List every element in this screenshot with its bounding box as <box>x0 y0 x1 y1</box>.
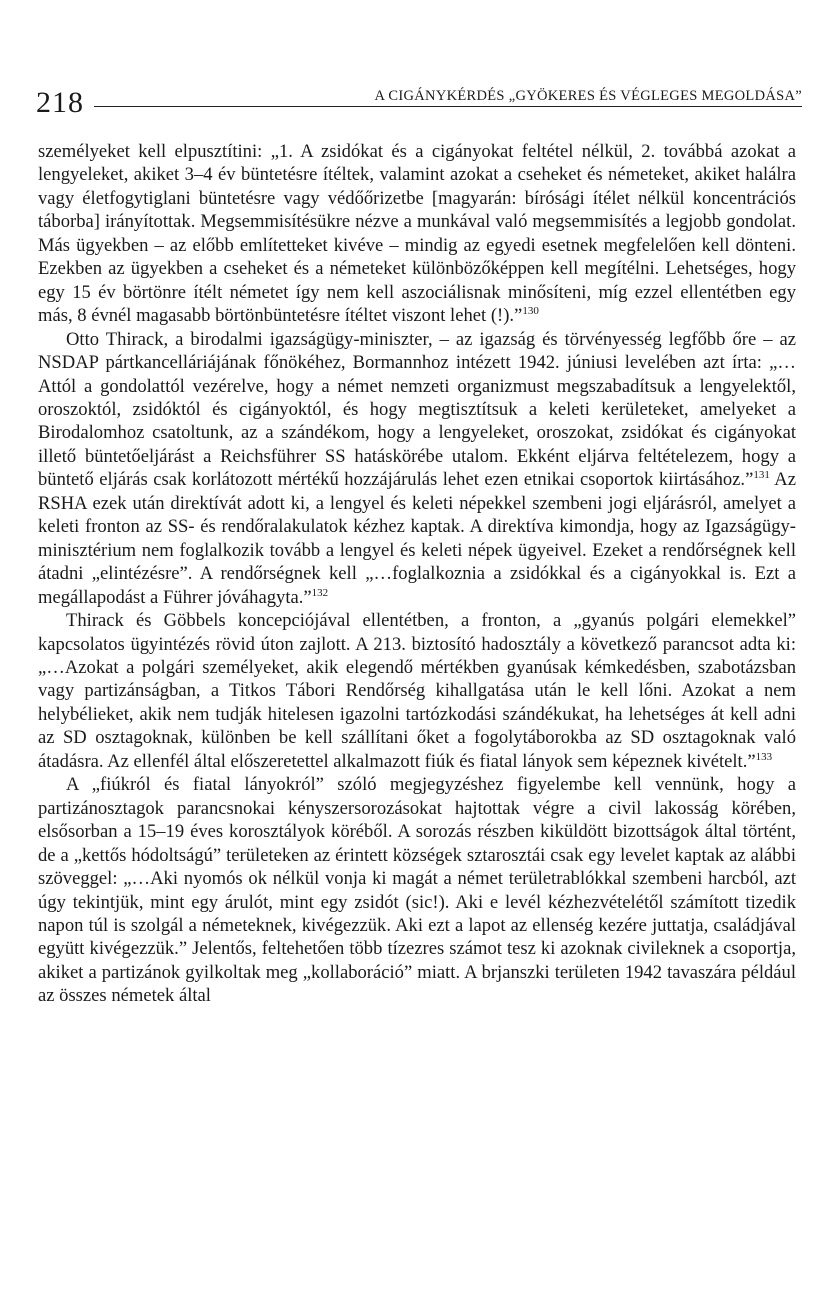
page-number: 218 <box>36 86 84 119</box>
paragraph-2-continuation: Az RSHA ezek után direktívát adott ki, a lengyel és keleti népekkel szembeni jogi eljárásról, amelyet a keleti fronton az SS- és rendőralakulatok kézhez kaptak. A direktíva kimondja, hogy az Igazságügy-minisztérium nem foglalkozik tovább a lengyel és keleti népek ügyeivel. Ezeket a rendőrségnek kell átadni „elintézésre”. A rendőrségnek kell „…foglalkoznia a zsidókkal és a cigányokkal is. Ezt a megállapodást a Führer jóváhagyta.” <box>38 469 796 608</box>
paragraph-1 <box>38 140 796 328</box>
paragraph-2 <box>38 328 796 609</box>
paragraph-1-text: személyeket kell elpusztítini: „1. A zsidókat és a cigányokat feltétel nélkül, 2. továbbá azokat a lengyeleket, akiket 3–4 év büntetésre ítéltek, valamint azokat a cseheket és németeket, akiket halálra vagy életfogytiglani büntetésre vagy védőőrizetbe [magyarán: bírósági ítélet nélkül koncentrációs táborba] irányítottak. Megsemmisítésükre nézve a munkával való megsemmisítés a legjobb gondolat. Más ügyekben – az előbb említetteket kivéve – mindig az egyedi esetnek megfelelően kell dönteni. Ezekben az ügyekben a cseheket és a németeket különbözőképpen kell megítélni. Lehetséges, hogy egy 15 év börtönre ítélt németet így nem kell aszociálisnak minősíteni, míg ezzel ellentétben egy más, 8 évnél magasabb börtönbüntetésre ítéltet viszont lehet (!).” <box>38 141 796 327</box>
body-text <box>38 140 796 1008</box>
paragraph-4-text: A „fiúkról és fiatal lányokról” szóló megjegyzéshez figyelembe kell vennünk, hogy a partizánosztagok parancsnokai kényszersorozásokat hajtottak végre a civil lakosság körében, elsősorban a 15–19 éves korosztályok köréből. A sorozás részben kiküldött bizottságok által történt, de a „kettős hódoltságú” területeken az érintett községek sztarosztái csak egy levelet kaptak az alábbi szöveggel: „…Aki nyomós ok nélkül vonja ki magát a német területrablókkal szembeni harcból, azt úgy tekintjük, mint egy árulót, mint egy zsidót (sic!). Aki e levél kézhezvételétől számított tizedik napon túl is szolgál a németeknek, kivégezzük. Aki ezt a lapot az ellenség kezére juttatja, családjával együtt kivégezzük.” Jelentős, feltehetően több tízezres számot tesz ki azoknak civileknek a csoportja, akiket a partizánok gyilkoltak meg „kollaboráció” miatt. A brjanszki területen 1942 tavaszára például az összes németek által <box>38 774 796 1007</box>
footnote-ref-131: 131 <box>753 469 770 482</box>
paragraph-4 <box>38 773 796 1008</box>
page-header <box>36 78 802 122</box>
paragraph-2-text: Otto Thirack, a birodalmi igazságügy-miniszter, – az igazság és törvényesség legfőbb őre – az NSDAP pártkancelláriájának főnökéhez, Bormannhoz intézett 1942. júniusi levelében azt írta: „…Attól a gondolattól vezérelve, hogy a német nemzeti organizmust megszabadítsuk a lengyelektől, oroszoktól, zsidóktól és cigányoktól, és hogy megtisztítsuk a keleti kerületeket, amelyeket a Birodalomhoz csatoltunk, az a szándékom, hogy a lengyeleket, oroszokat, zsidókat és cigányokat illető büntetőeljárást a Reichsführer SS hatáskörébe utalom. Ekként eljárva feltételezem, hogy a büntető eljárás csak korlátozott mértékű hozzájárulás lehet ezen etnikai csoportok kiirtásához.” <box>38 328 796 491</box>
header-rule <box>94 106 802 107</box>
footnote-ref-130: 130 <box>522 305 539 318</box>
paragraph-3 <box>38 609 796 773</box>
running-title: A CIGÁNYKÉRDÉS „GYÖKERES ÉS VÉGLEGES MEGOLDÁSA” <box>374 88 802 104</box>
footnote-ref-132: 132 <box>311 586 329 599</box>
footnote-ref-133: 133 <box>755 750 773 763</box>
paragraph-3-text: Thirack és Göbbels koncepciójával ellentétben, a fronton, a „gyanús polgári elemekkel” kapcsolatos ügyintézés rövid úton zajlott. A 213. biztosító hadosztály a következő parancsot adta ki: „…Azokat a polgári személyeket, akik elegendő mértékben gyanúsak kémkedésben, szabotázsban vagy partizánságban, a Titkos Tábori Rendőrség kihallgatása után le kell lőni. Azokat a nem helybélieket, akik nem tudják hitelesen igazolni tartózkodási szándékukat, ha lehetséges át kell adni az SD osztagoknak, különben be kell szállítani őket a fogolytáborokba az SD osztagoknak való átadásra. Az ellenfél által előszeretettel alkalmazott fiúk és fiatal lányok sem képeznek kivételt.” <box>38 610 796 772</box>
